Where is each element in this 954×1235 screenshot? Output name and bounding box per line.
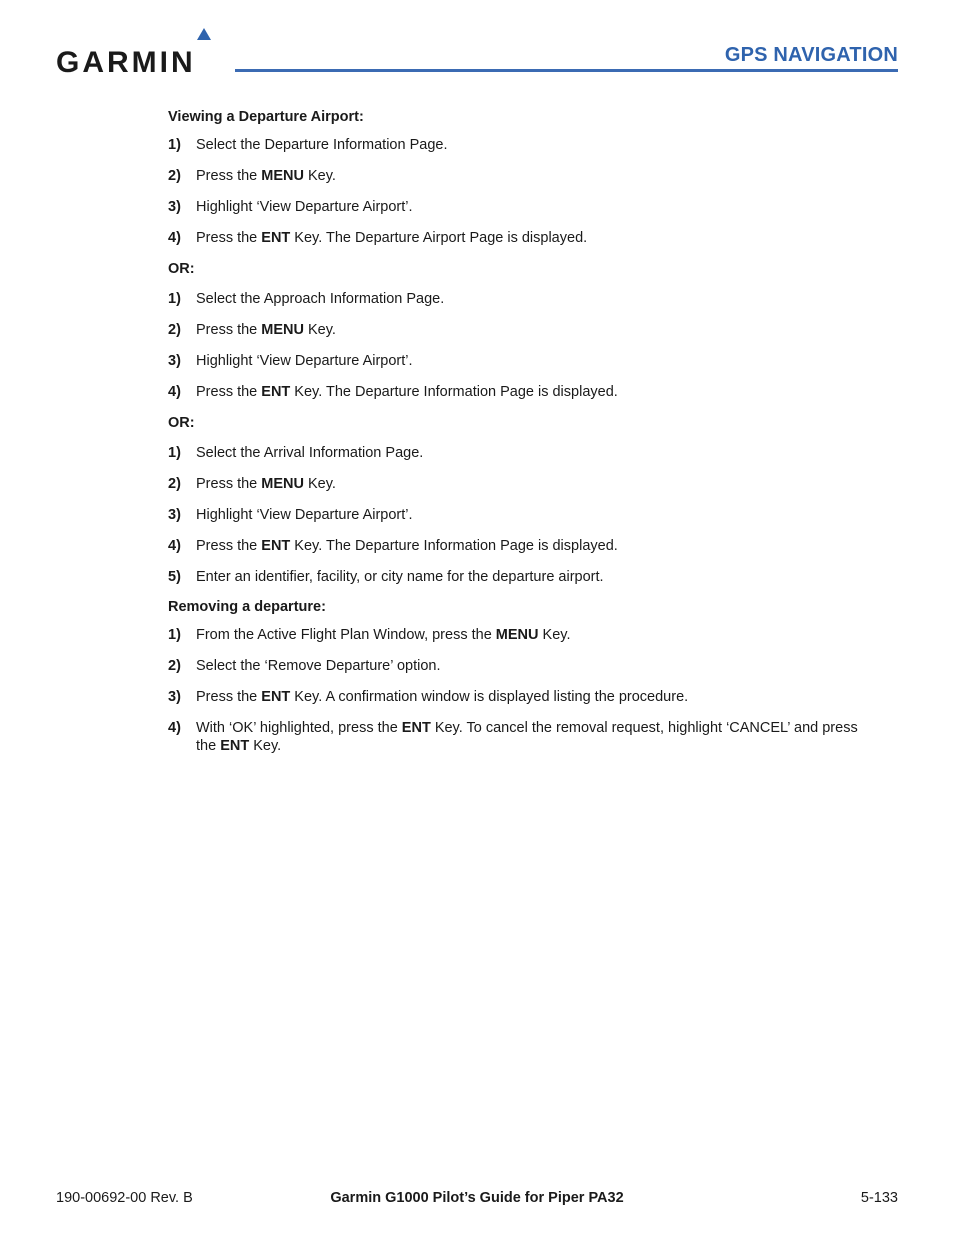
step-text <box>196 321 878 339</box>
step-text-part: Key. The Departure Information Page is displayed. <box>290 384 618 400</box>
step-item <box>168 626 878 644</box>
key-name: MENU <box>261 322 304 338</box>
step-number: 4) <box>168 384 181 400</box>
step-text-part: Select the Approach Information Page. <box>196 291 445 307</box>
step-number: 1) <box>168 291 181 307</box>
step-text-part: Highlight ‘View Departure Airport’. <box>196 199 413 215</box>
step-number: 2) <box>168 658 181 674</box>
section-title: GPS NAVIGATION <box>724 44 898 66</box>
step-item <box>168 657 878 675</box>
step-item <box>168 290 878 308</box>
step-item <box>168 444 878 462</box>
step-item <box>168 506 878 524</box>
step-text <box>196 475 878 493</box>
step-text-part: Key. <box>303 322 336 338</box>
step-number: 5) <box>168 569 181 585</box>
step-item <box>168 198 878 216</box>
step-item <box>168 688 878 706</box>
step-text-part: Press the <box>196 230 262 246</box>
document-body <box>168 108 878 768</box>
step-number: 1) <box>168 445 181 461</box>
section-heading: Removing a departure: <box>168 599 326 615</box>
step-text <box>196 198 878 216</box>
step-text-part: Key. A confirmation window is displayed listing the procedure. <box>290 689 689 705</box>
step-text-part: Key. <box>303 168 336 184</box>
step-text-part: Key. The Departure Information Page is displayed. <box>290 538 618 554</box>
footer-page-number: 5-133 <box>860 1190 898 1206</box>
key-name: ENT <box>261 384 291 400</box>
or-label: OR: <box>168 415 195 431</box>
key-name: ENT <box>261 689 291 705</box>
step-text-part: Select the Arrival Information Page. <box>196 445 424 461</box>
section-heading: Viewing a Departure Airport: <box>168 109 364 125</box>
step-item <box>168 136 878 154</box>
step-text-part: Key. The Departure Airport Page is displayed. <box>290 230 588 246</box>
step-number: 4) <box>168 538 181 554</box>
step-text <box>196 688 878 706</box>
step-text-part: Press the <box>196 476 262 492</box>
key-name: MENU <box>261 168 304 184</box>
step-text-part: Key. <box>538 627 571 643</box>
step-text-part: Press the <box>196 384 262 400</box>
step-text-part: Key. To cancel the removal request, highlight ‘CANCEL’ and press the <box>196 720 858 754</box>
key-name: MENU <box>261 476 304 492</box>
step-item <box>168 321 878 339</box>
garmin-logo <box>56 28 218 76</box>
step-text-part: Highlight ‘View Departure Airport’. <box>196 353 413 369</box>
step-item <box>168 719 878 755</box>
step-text <box>196 506 878 524</box>
step-number: 4) <box>168 230 181 246</box>
step-item <box>168 167 878 185</box>
step-text <box>196 719 878 755</box>
step-text <box>196 290 878 308</box>
header-rule <box>235 69 898 72</box>
step-number: 3) <box>168 689 181 705</box>
step-text <box>196 568 878 586</box>
step-number: 2) <box>168 322 181 338</box>
footer-title: Garmin G1000 Pilot’s Guide for Piper PA32 <box>330 1190 624 1206</box>
step-item <box>168 352 878 370</box>
step-text-part: Press the <box>196 168 262 184</box>
step-number: 3) <box>168 353 181 369</box>
step-text <box>196 537 878 555</box>
step-text-part: With ‘OK’ highlighted, press the <box>196 720 402 736</box>
step-text-part: Key. <box>303 476 336 492</box>
step-text <box>196 229 878 247</box>
step-text <box>196 444 878 462</box>
step-text-part: From the Active Flight Plan Window, press the <box>196 627 496 643</box>
step-number: 3) <box>168 199 181 215</box>
step-text <box>196 657 878 675</box>
step-text-part: Key. <box>249 738 282 754</box>
step-text <box>196 626 878 644</box>
key-name: MENU <box>495 627 539 643</box>
step-text <box>196 352 878 370</box>
step-text <box>196 383 878 401</box>
step-item <box>168 383 878 401</box>
step-text-part: Select the Departure Information Page. <box>196 137 448 153</box>
key-name: ENT <box>261 538 291 554</box>
step-text-part: Press the <box>196 689 262 705</box>
step-text-part: Press the <box>196 538 262 554</box>
step-number: 4) <box>168 720 181 736</box>
step-text <box>196 136 878 154</box>
step-item <box>168 475 878 493</box>
step-number: 2) <box>168 476 181 492</box>
step-number: 1) <box>168 137 181 153</box>
key-name: ENT <box>220 738 250 754</box>
step-number: 3) <box>168 507 181 523</box>
step-text <box>196 167 878 185</box>
step-item <box>168 568 878 586</box>
svg-text:GARMIN: GARMIN <box>56 46 196 76</box>
step-text-part: Highlight ‘View Departure Airport’. <box>196 507 413 523</box>
step-text-part: Enter an identifier, facility, or city name for the departure airport. <box>196 569 604 585</box>
step-text-part: Press the <box>196 322 262 338</box>
step-number: 2) <box>168 168 181 184</box>
key-name: ENT <box>261 230 291 246</box>
key-name: ENT <box>401 720 431 736</box>
step-item <box>168 537 878 555</box>
footer-doc-number: 190-00692-00 Rev. B <box>56 1190 193 1206</box>
or-label: OR: <box>168 261 195 277</box>
step-item <box>168 229 878 247</box>
step-text-part: Select the ‘Remove Departure’ option. <box>196 658 441 674</box>
step-number: 1) <box>168 627 181 643</box>
